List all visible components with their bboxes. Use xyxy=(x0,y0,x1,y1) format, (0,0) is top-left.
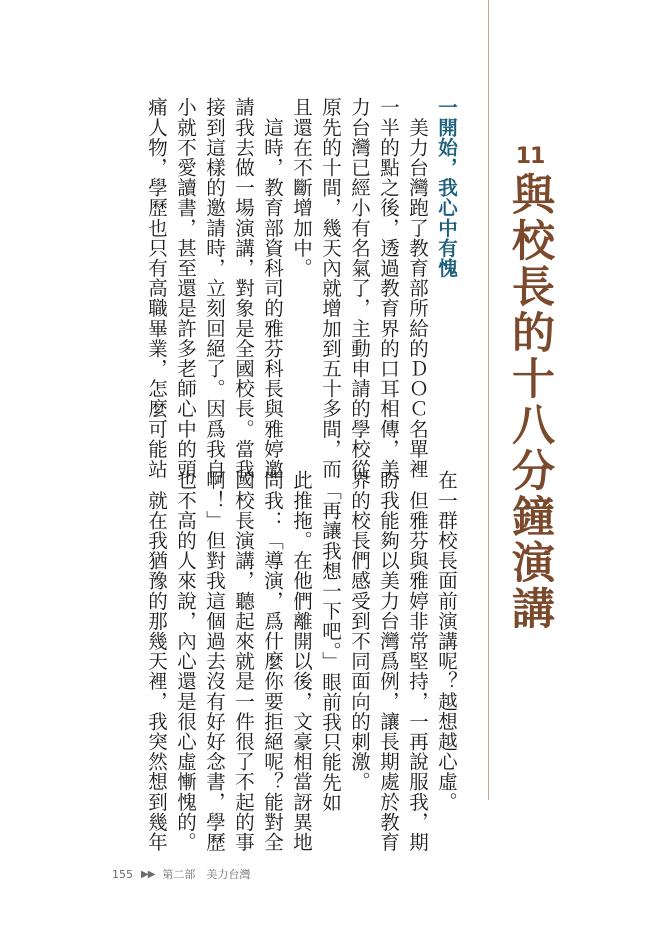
text-column: 也不高的人來說，內心還是很心虛慚愧的。 xyxy=(174,470,197,852)
text-column: 盼我能夠以美力台灣爲例，讓長期處於教育 xyxy=(377,470,400,852)
text-column: 原先的十間，幾天內就增加到五十多間，而 xyxy=(319,97,342,479)
text-column: 接到這樣的邀請時，立刻回絕了。因爲我自 xyxy=(203,97,226,479)
text-column: 但雅芬與雅婷非常堅持，一再說服我，期 xyxy=(406,470,429,852)
margin-rule xyxy=(488,0,489,800)
text-column: 美力台灣跑了教育部所給的ＤＯＣ名單裡 xyxy=(406,97,429,479)
text-column: 問我：「導演，爲什麼你要拒絕呢？能對全 xyxy=(261,470,284,852)
text-column: 界的校長們感受到不同面向的刺激。 xyxy=(348,470,371,792)
text-column: 此推拖。在他們離開以後，文豪相當訝異地 xyxy=(290,470,313,852)
double-arrow-icon: ▶▶ xyxy=(141,868,155,880)
section-heading: 一開始，我心中有愧 xyxy=(435,97,458,278)
text-column: 請我去做一場演講，對象是全國校長。當我 xyxy=(232,97,255,479)
text-column: 在一群校長面前演講呢？越想越心虛。 xyxy=(435,470,458,812)
chapter-number: 11 xyxy=(515,144,545,169)
page-number: 155 xyxy=(112,867,133,881)
text-column: 小就不愛讀書，甚至還是許多老師心中的頭 xyxy=(174,97,197,479)
chapter-header xyxy=(500,144,560,632)
section-label: 第二部 美力台灣 xyxy=(162,868,251,881)
chapter-title: 與校長的十八分鐘演講 xyxy=(505,172,555,632)
text-column: 痛人物，學歷也只有高職畢業，怎麼可能站 xyxy=(145,97,168,479)
text-column: 就在我猶豫的那幾天裡，我突然想到幾年 xyxy=(145,470,168,852)
upper-text-block xyxy=(142,97,461,479)
text-column: 力台灣已經小有名氣了，主動申請的學校從 xyxy=(348,97,371,479)
text-column: 且還在不斷增加中。 xyxy=(290,97,313,278)
text-column: 國校長演講，聽起來就是一件很了不起的事 xyxy=(232,470,255,852)
text-column: 一半的點之後，透過教育界的口耳相傳，美 xyxy=(377,97,400,479)
page-footer xyxy=(112,866,250,882)
text-column: 這時，教育部資科司的雅芬科長與雅婷邀 xyxy=(261,97,284,479)
text-column: 「再讓我想一下吧。」眼前我只能先如 xyxy=(319,470,342,813)
text-column: 啊！」但對我這個過去沒有好好念書，學歷 xyxy=(203,470,226,852)
lower-text-block xyxy=(142,470,461,852)
